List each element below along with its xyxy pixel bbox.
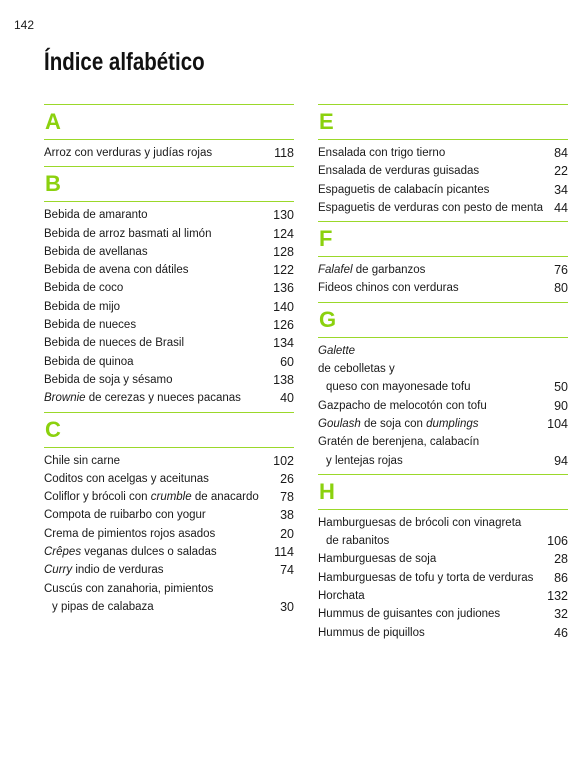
entry-page-number: 132 <box>547 589 568 604</box>
entry-name-part: Coliflor y brócoli con <box>44 491 151 504</box>
entry-name-part: Espaguetis de verduras con pesto de menta <box>318 201 544 214</box>
index-entry <box>44 488 294 506</box>
entry-name-line: de rabanitos <box>326 535 390 548</box>
entry-name <box>318 397 554 415</box>
section-gap <box>44 616 294 620</box>
section-letter: G <box>319 306 337 332</box>
entry-name-part: Bebida de nueces <box>44 319 137 332</box>
entry-name-part: Hummus de guisantes con judiones <box>318 608 501 621</box>
letter-section-g <box>318 302 568 474</box>
entry-name-italic: Crêpes <box>44 546 82 559</box>
index-entry <box>318 433 568 470</box>
entry-name-italic: Falafel <box>318 264 353 277</box>
entry-name-part: Bebida de mijo <box>44 300 121 313</box>
entry-name <box>44 298 273 316</box>
index-entry <box>318 550 568 568</box>
index-entry <box>44 353 294 371</box>
entry-name-part: de garbanzos <box>352 264 426 277</box>
entry-name-line <box>318 378 546 396</box>
entry-page-number: 60 <box>280 354 294 369</box>
entry-name <box>44 316 273 334</box>
entry-page-number: 28 <box>554 552 568 567</box>
entry-name-part: Bebida de amaranto <box>44 209 148 222</box>
index-entry <box>44 371 294 389</box>
entry-page-number: 138 <box>273 372 294 387</box>
entry-page-number: 34 <box>554 182 568 197</box>
entry-page-number: 94 <box>554 453 568 468</box>
index-entry <box>318 261 568 279</box>
entry-name-part: Gazpacho de melocotón con tofu <box>318 399 487 412</box>
entry-page-number: 74 <box>280 563 294 578</box>
index-entry <box>44 389 294 407</box>
index-entry <box>44 506 294 524</box>
entry-name-line: Gratén de berenjena, calabacín <box>318 436 480 449</box>
index-entry <box>318 199 568 217</box>
section-gap <box>318 642 568 646</box>
entry-name <box>318 279 554 297</box>
index-entry <box>44 243 294 261</box>
entry-page-number: 84 <box>554 146 568 160</box>
index-entry <box>318 397 568 415</box>
index-entry <box>44 206 294 224</box>
entry-name-part: Horchata <box>318 590 365 603</box>
entry-page-number: 118 <box>274 146 294 160</box>
entry-name-italic: Goulash <box>318 417 361 430</box>
entry-name-line: y lentejas rojas <box>326 454 403 467</box>
letter-section-a <box>44 104 294 166</box>
entry-name-part: de cebolletas y <box>318 363 395 376</box>
entry-name-part: Hummus de piquillos <box>318 626 425 639</box>
index-entry <box>44 298 294 316</box>
entry-name <box>44 506 280 524</box>
entry-name <box>318 569 554 587</box>
entry-name <box>44 525 280 543</box>
entry-name-part: Bebida de coco <box>44 282 124 295</box>
entry-page-number: 134 <box>273 336 294 351</box>
entry-name <box>318 587 547 605</box>
entry-page-number: 90 <box>554 398 568 413</box>
entry-name-part: indio de verduras <box>72 564 164 577</box>
entry-name <box>44 371 273 389</box>
entry-page-number: 80 <box>554 281 568 296</box>
section-letter: B <box>45 171 61 197</box>
entry-name-line: y pipas de calabaza <box>52 600 154 613</box>
entry-name <box>318 514 547 551</box>
entry-name-part: Bebida de nueces de Brasil <box>44 337 185 350</box>
index-entry <box>44 561 294 579</box>
entry-name-part: Chile sin carne <box>44 454 121 467</box>
entry-name <box>44 334 273 352</box>
index-entry <box>318 162 568 180</box>
entry-name <box>318 624 554 642</box>
entry-name <box>44 243 273 261</box>
entry-page-number: 122 <box>273 263 294 278</box>
entry-name-italic: Curry <box>44 564 73 577</box>
letter-section-e <box>318 104 568 221</box>
entry-name <box>44 144 274 162</box>
index-column-left <box>44 104 294 620</box>
index-entry <box>44 144 294 162</box>
index-entry <box>44 279 294 297</box>
index-entry <box>44 452 294 470</box>
entry-name-part: Fideos chinos con verduras <box>318 282 459 295</box>
entry-name <box>44 488 280 506</box>
entry-page-number: 26 <box>280 471 294 486</box>
entry-page-number: 40 <box>280 391 294 406</box>
entry-name <box>44 225 273 243</box>
index-entry <box>318 181 568 199</box>
section-letter: F <box>319 226 333 252</box>
entry-name <box>44 580 280 617</box>
section-letter: E <box>319 109 334 134</box>
entry-name-part: Crema de pimientos rojos asados <box>44 527 216 540</box>
index-entry <box>44 525 294 543</box>
index-entry <box>44 261 294 279</box>
entry-name-line <box>318 342 546 379</box>
entry-page-number: 128 <box>273 244 294 259</box>
entry-name <box>318 605 554 623</box>
entry-name <box>318 415 547 433</box>
index-entry <box>318 415 568 433</box>
index-entry <box>318 569 568 587</box>
entry-name-part: Ensalada de verduras guisadas <box>318 165 480 178</box>
entry-page-number: 86 <box>554 570 568 585</box>
entry-page-number: 20 <box>280 526 294 541</box>
entry-name-part: queso con mayonesade tofu <box>326 381 471 394</box>
letter-section-f <box>318 221 568 302</box>
entry-page-number: 130 <box>273 208 294 223</box>
entry-page-number: 102 <box>273 453 294 468</box>
index-entry <box>318 514 568 551</box>
entry-page-number: 38 <box>280 508 294 523</box>
index-entry <box>44 543 294 561</box>
entry-name-part: Coditos con acelgas y aceitunas <box>44 472 209 485</box>
entry-name <box>44 452 273 470</box>
index-entry <box>318 624 568 642</box>
entry-name <box>318 199 554 217</box>
entry-page-number: 32 <box>554 607 568 622</box>
entry-page-number: 30 <box>280 599 294 614</box>
entry-name <box>44 261 273 279</box>
entry-name <box>44 279 273 297</box>
entry-name <box>318 181 554 199</box>
index-entry <box>44 225 294 243</box>
index-column-right <box>318 104 568 646</box>
entry-name-part: veganas dulces o saladas <box>81 546 217 559</box>
entry-name-part: de anacardo <box>191 491 259 504</box>
section-letter: C <box>45 416 61 442</box>
entry-name-italic: Galette <box>318 344 356 357</box>
index-entry <box>44 580 294 617</box>
entry-page-number: 22 <box>554 164 568 179</box>
entry-page-number: 114 <box>274 545 294 560</box>
entry-name-part: Bebida de avellanas <box>44 245 148 258</box>
letter-section-h <box>318 474 568 646</box>
entry-page-number: 104 <box>547 416 568 431</box>
index-entry <box>318 587 568 605</box>
entry-page-number: 50 <box>554 380 568 395</box>
letter-section-c <box>44 412 294 621</box>
entry-name-italic: Brownie <box>44 392 86 405</box>
entry-name-part: Hamburguesas de tofu y torta de verduras <box>318 571 534 584</box>
entry-name-italic: dumplings <box>426 417 479 430</box>
entry-name <box>318 162 554 180</box>
entry-name <box>318 342 554 397</box>
index-entry <box>318 144 568 162</box>
entry-name-part: Hamburguesas de soja <box>318 553 437 566</box>
page-title: Índice alfabético <box>44 48 205 76</box>
entry-name <box>318 144 554 162</box>
entry-page-number: 126 <box>273 318 294 333</box>
section-letter: H <box>319 478 335 504</box>
entry-name-part: Bebida de avena con dátiles <box>44 264 189 277</box>
entry-page-number: 140 <box>273 299 294 314</box>
entry-page-number: 124 <box>273 226 294 241</box>
letter-section-b <box>44 166 294 411</box>
entry-name <box>318 433 554 470</box>
entry-name <box>44 561 280 579</box>
entry-name-line: Hamburguesas de brócoli con vinagreta <box>318 516 522 529</box>
entry-name-part: Ensalada con trigo tierno <box>318 147 446 159</box>
entry-name-part: de soja con <box>360 417 427 430</box>
entry-name <box>44 353 280 371</box>
entry-page-number: 76 <box>554 263 568 278</box>
entry-name-part: Bebida de soja y sésamo <box>44 373 173 386</box>
section-letter: A <box>45 109 61 134</box>
entry-name <box>44 206 273 224</box>
index-entry <box>318 342 568 397</box>
entry-page-number: 136 <box>273 281 294 296</box>
entry-page-number: 106 <box>547 534 568 549</box>
index-entry <box>44 334 294 352</box>
entry-page-number: 44 <box>554 200 568 215</box>
entry-name <box>318 261 554 279</box>
entry-name <box>318 550 554 568</box>
index-entry <box>318 605 568 623</box>
entry-name-part: Bebida de quinoa <box>44 355 134 368</box>
index-entry <box>318 279 568 297</box>
entry-name-part: de cerezas y nueces pacanas <box>85 392 241 405</box>
entry-page-number: 46 <box>554 625 568 640</box>
entry-name <box>44 470 280 488</box>
entry-name-part: Arroz con verduras y judías rojas <box>44 147 213 159</box>
entry-name-part: Bebida de arroz basmati al limón <box>44 227 212 240</box>
index-entry <box>44 470 294 488</box>
entry-name-line: Cuscús con zanahoria, pimientos <box>44 582 214 595</box>
entry-name <box>44 543 274 561</box>
entry-name <box>44 389 280 407</box>
index-entry <box>44 316 294 334</box>
entry-name-part: Compota de ruibarbo con yogur <box>44 509 206 522</box>
page-number: 142 <box>14 18 35 32</box>
entry-name-part: Espaguetis de calabacín picantes <box>318 183 490 196</box>
entry-page-number: 78 <box>280 490 294 505</box>
entry-name-italic: crumble <box>150 491 192 504</box>
